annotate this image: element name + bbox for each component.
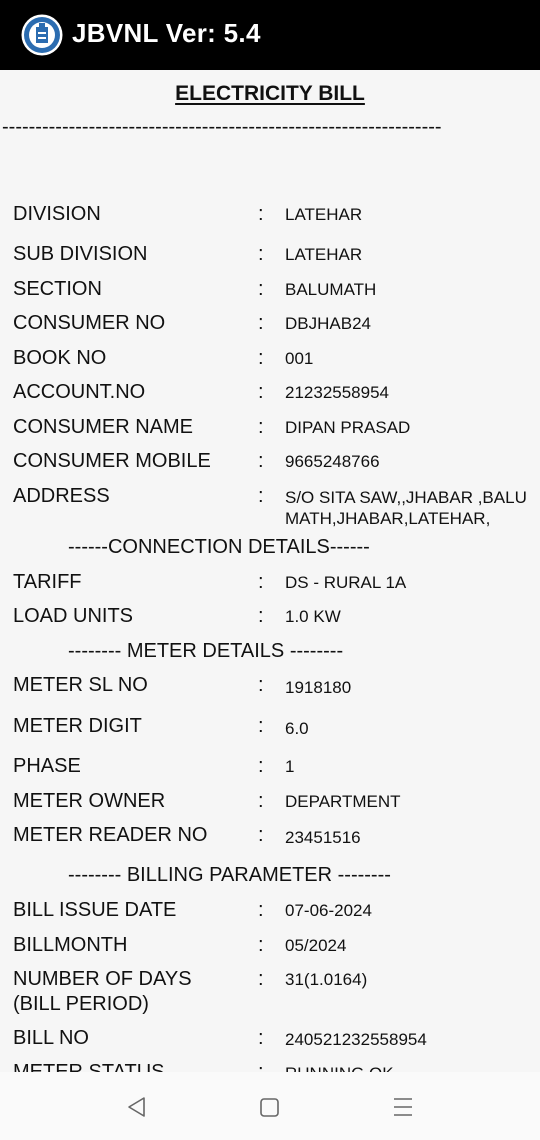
value: DS - RURAL 1A bbox=[285, 573, 407, 592]
colon: : bbox=[258, 381, 264, 403]
colon: : bbox=[258, 278, 264, 300]
label: NUMBER OF DAYS bbox=[13, 968, 192, 990]
three-lines-menu-icon[interactable] bbox=[390, 1094, 416, 1120]
label: METER READER NO bbox=[13, 824, 208, 846]
colon: : bbox=[258, 790, 264, 812]
value: 31(1.0164) bbox=[285, 970, 368, 989]
colon: : bbox=[258, 715, 264, 737]
value: 21232558954 bbox=[285, 383, 390, 402]
label: BILL ISSUE DATE bbox=[13, 899, 177, 921]
label: BILLMONTH bbox=[13, 934, 128, 956]
value: 1918180 bbox=[285, 678, 352, 697]
value: 6.0 bbox=[285, 719, 309, 738]
label-secondary: (BILL PERIOD) bbox=[13, 993, 149, 1015]
label: ACCOUNT.NO bbox=[13, 381, 146, 403]
label: SUB DIVISION bbox=[13, 243, 148, 265]
colon: : bbox=[258, 934, 264, 956]
value: 240521232558954 bbox=[285, 1030, 427, 1049]
colon: : bbox=[258, 485, 264, 507]
value: 05/2024 bbox=[285, 936, 347, 955]
jbvnl-logo-icon bbox=[21, 14, 63, 56]
label: TARIFF bbox=[13, 571, 82, 593]
label: BOOK NO bbox=[13, 347, 107, 369]
colon: : bbox=[258, 571, 264, 593]
label: LOAD UNITS bbox=[13, 605, 134, 627]
value: S/O SITA SAW,,JHABAR ,BALUMATH,JHABAR,LATEHAR, bbox=[285, 488, 527, 528]
colon: : bbox=[258, 755, 264, 777]
value: 07-06-2024 bbox=[285, 901, 372, 920]
colon: : bbox=[258, 243, 264, 265]
value: 001 bbox=[285, 349, 314, 368]
bill-content[interactable] bbox=[0, 70, 540, 1072]
value: LATEHAR bbox=[285, 245, 363, 264]
value: 23451516 bbox=[285, 828, 361, 847]
colon: : bbox=[258, 968, 264, 990]
value: BALUMATH bbox=[285, 280, 377, 299]
label: CONSUMER NAME bbox=[13, 416, 194, 438]
app-title: JBVNL Ver: 5.4 bbox=[72, 18, 261, 48]
colon: : bbox=[258, 347, 264, 369]
section-connection-details: ------CONNECTION DETAILS------ bbox=[68, 536, 370, 558]
value: 9665248766 bbox=[285, 452, 380, 471]
colon: : bbox=[258, 824, 264, 846]
label: ADDRESS bbox=[13, 485, 110, 507]
value: DBJHAB24 bbox=[285, 314, 371, 333]
value: LATEHAR bbox=[285, 205, 363, 224]
colon: : bbox=[258, 674, 264, 696]
value: DIPAN PRASAD bbox=[285, 418, 411, 437]
label: SECTION bbox=[13, 278, 102, 300]
colon: : bbox=[258, 416, 264, 438]
app-bar bbox=[0, 0, 540, 70]
label: PHASE bbox=[13, 755, 81, 777]
value: DEPARTMENT bbox=[285, 792, 401, 811]
label: METER SL NO bbox=[13, 674, 148, 696]
colon: : bbox=[258, 605, 264, 627]
bill-title: ELECTRICITY BILL bbox=[175, 82, 365, 105]
section-billing-parameter: -------- BILLING PARAMETER -------- bbox=[68, 864, 391, 886]
value: 1.0 KW bbox=[285, 607, 341, 626]
colon: : bbox=[258, 203, 264, 225]
separator-line: ------------------------------------------------------------------ bbox=[2, 116, 442, 138]
label: CONSUMER NO bbox=[13, 312, 166, 334]
label: METER OWNER bbox=[13, 790, 166, 812]
label: DIVISION bbox=[13, 203, 101, 225]
triangle-back-icon[interactable] bbox=[124, 1094, 150, 1120]
value: 1 bbox=[285, 757, 295, 776]
section-meter-details: -------- METER DETAILS -------- bbox=[68, 640, 344, 662]
colon: : bbox=[258, 899, 264, 921]
label: CONSUMER MOBILE bbox=[13, 450, 211, 472]
colon: : bbox=[258, 1027, 264, 1049]
square-home-icon[interactable] bbox=[257, 1094, 283, 1120]
colon: : bbox=[258, 312, 264, 334]
colon: : bbox=[258, 450, 264, 472]
system-navigation-bar bbox=[0, 1072, 540, 1140]
label: BILL NO bbox=[13, 1027, 89, 1049]
label: METER DIGIT bbox=[13, 715, 142, 737]
